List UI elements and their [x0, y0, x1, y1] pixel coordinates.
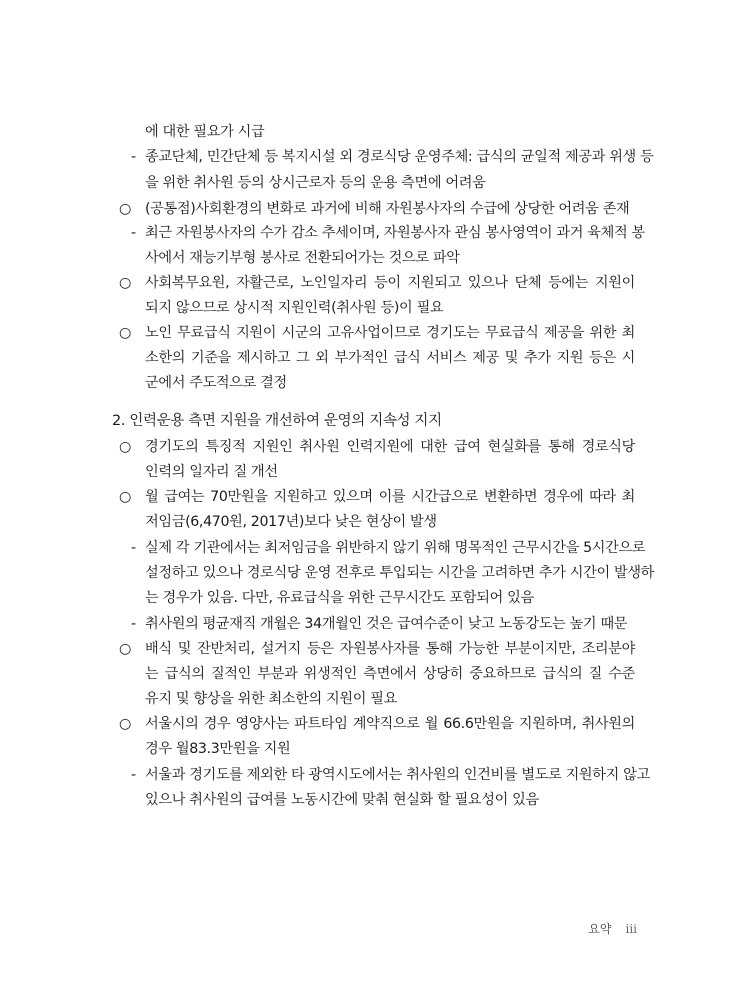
paragraph-line: 취사원의 평균재직 개월은 34개월인 것은 급여수준이 낮고 노동강도는 높기 때문	[145, 616, 628, 632]
paragraph-line: 배식 및 잔반처리, 설거지 등은 자원봉사자를 통해 가능한 부분이지만, 조리분야	[145, 641, 635, 657]
circle-bullet-icon: ○	[119, 201, 132, 217]
paragraph-line: 인력의 일자리 질 개선	[145, 464, 278, 480]
page-number: iii	[625, 922, 637, 936]
section-heading: 2. 인력운용 측면 지원을 개선하여 운영의 지속성 지지	[112, 413, 442, 429]
paragraph-line: 군에서 주도적으로 결정	[145, 375, 287, 391]
circle-bullet-icon: ○	[119, 489, 132, 505]
paragraph-line: 경우 월83.3만원을 지원	[145, 741, 291, 757]
paragraph-line: 유지 및 향상을 위한 최소한의 지원이 필요	[145, 691, 397, 707]
paragraph-line: 사회복무요원, 자활근로, 노인일자리 등이 지원되고 있으나 단체 등에는 지원이	[145, 275, 635, 291]
paragraph-line: 사에서 재능기부형 봉사로 전환되어가는 것으로 파악	[145, 250, 460, 266]
paragraph-line: 서울시의 경우 영양사는 파트타임 계약직으로 월 66.6만원을 지원하며, 취사원의	[145, 716, 635, 732]
paragraph-line: 저임금(6,470원, 2017년)보다 낮은 현상이 발생	[145, 514, 437, 530]
circle-bullet-icon: ○	[119, 325, 132, 341]
paragraph-line: 소한의 기준을 제시하고 그 외 부가적인 급식 서비스 제공 및 추가 지원 등은 시	[145, 350, 635, 366]
dash-bullet: -	[131, 225, 136, 241]
paragraph-line: 되지 않으므로 상시적 지원인력(취사원 등)이 필요	[145, 300, 444, 316]
page-footer	[588, 920, 637, 937]
dash-bullet: -	[131, 540, 136, 556]
paragraph-line: 노인 무료급식 지원이 시군의 고유사업이므로 경기도는 무료급식 제공을 위한 최	[145, 325, 635, 341]
circle-bullet-icon: ○	[119, 275, 132, 291]
paragraph-line: 에 대한 필요가 시급	[145, 124, 265, 140]
dash-bullet: -	[131, 767, 136, 783]
dash-bullet: -	[131, 616, 136, 632]
paragraph-line: 는 경우가 있음. 다만, 유료급식을 위한 근무시간도 포함되어 있음	[145, 590, 534, 606]
paragraph-line: 있으나 취사원의 급여를 노동시간에 맞춰 현실화 할 필요성이 있음	[145, 792, 539, 808]
circle-bullet-icon: ○	[119, 439, 132, 455]
circle-bullet-icon: ○	[119, 641, 132, 657]
paragraph-line: 경기도의 특징적 지원인 취사원 인력지원에 대한 급여 현실화를 통해 경로식당	[145, 439, 635, 455]
paragraph-line: 최근 자원봉사자의 수가 감소 추세이며, 자원봉사자 관심 봉사영역이 과거 육체적 봉	[145, 225, 645, 241]
paragraph-line: 을 위한 취사원 등의 상시근로자 등의 운용 측면에 어려움	[145, 175, 486, 191]
dash-bullet: -	[131, 149, 136, 165]
paragraph-line: 서울과 경기도를 제외한 타 광역시도에서는 취사원의 인건비를 별도로 지원하지 않고	[145, 767, 650, 783]
paragraph-line: 월 급여는 70만원을 지원하고 있으며 이를 시간급으로 변환하면 경우에 따라 최	[145, 489, 635, 505]
paragraph-line: 실제 각 기관에서는 최저임금을 위반하지 않기 위해 명목적인 근무시간을 5시간으로	[145, 540, 646, 556]
footer-label: 요약	[588, 922, 612, 936]
circle-bullet-icon: ○	[119, 716, 132, 732]
paragraph-line: (공통점)사회환경의 변화로 과거에 비해 자원봉사자의 수급에 상당한 어려움 존재	[145, 201, 630, 217]
paragraph-line: 는 급식의 질적인 부분과 위생적인 측면에서 상당히 중요하므로 급식의 질 수준	[145, 666, 635, 682]
paragraph-line: 종교단체, 민간단체 등 복지시설 외 경로식당 운영주체: 급식의 균일적 제공과 위생 등	[145, 149, 654, 165]
paragraph-line: 설정하고 있으나 경로식당 운영 전후로 투입되는 시간을 고려하면 추가 시간이 발생하	[145, 565, 655, 581]
